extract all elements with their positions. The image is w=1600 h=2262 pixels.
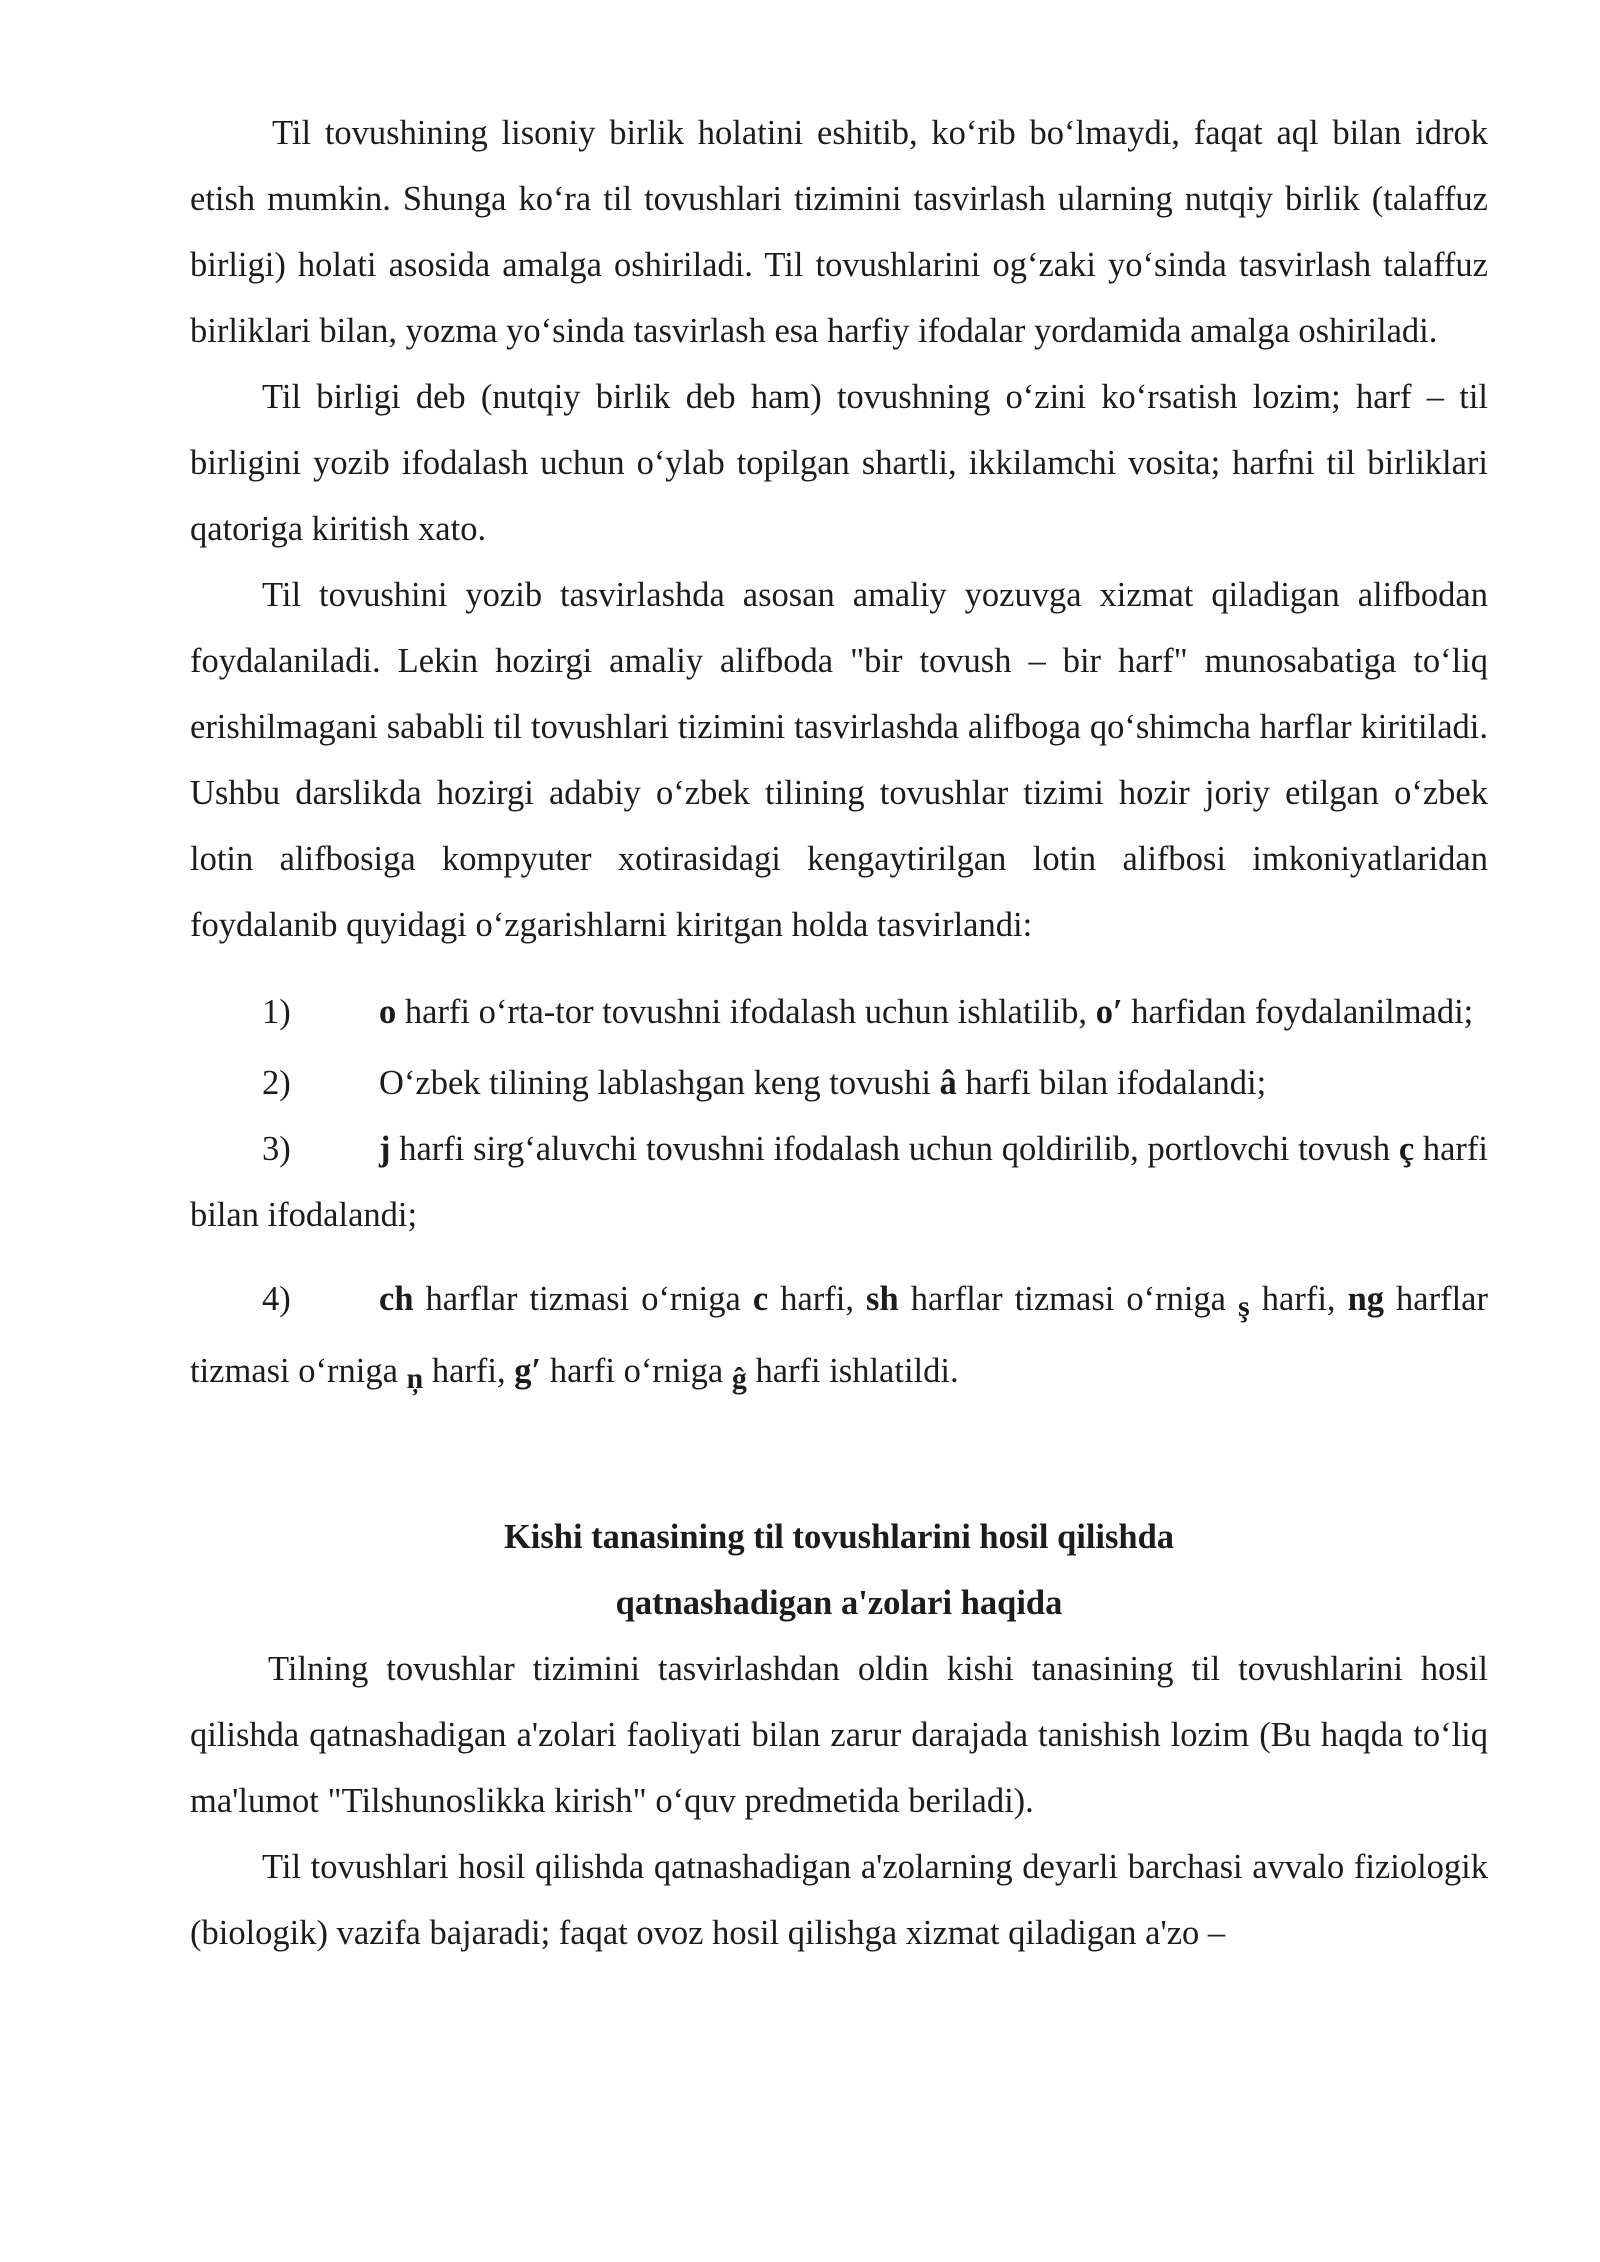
bold-letter: o [379, 993, 397, 1031]
paragraph-4: Tilning tovushlar tizimini tasvirlashdan oldin kishi tanasining til tovushlarini hosil qilishda qatnashadigan a'zolari faoliyati bilan zarur darajada tanishish lozim (Bu haqda toʻliq ma'lumot "Tilshunoslikka kirish" oʻquv predmetida beriladi). [190, 1650, 1488, 1820]
list-text: harfi bilan ifodalandi; [956, 1064, 1267, 1102]
list-number: 1) [262, 993, 291, 1031]
bold-letter: c [752, 1280, 769, 1318]
list-item-4 [190, 1264, 1488, 1408]
list-text: harfi, [423, 1352, 515, 1390]
section-heading-line-1: Kishi tanasining til tovushlarini hosil qilishda [503, 1518, 1175, 1556]
list-text: harfi sirgʻaluvchi tovushni ifodalash uchun qoldirilib, portlovchi tovush [390, 1130, 1399, 1168]
list-item-1 [190, 974, 1488, 1050]
list-text: harfi oʻrta-tor tovushni ifodalash uchun ishlatilib, [396, 993, 1096, 1031]
bold-letter: ç [1398, 1130, 1415, 1168]
paragraph-2: Til birligi deb (nutqiy birlik deb ham) tovushning oʻzini koʻrsatish lozim; harf – til birligini yozib ifodalash uchun oʻylab topilgan shartli, ikkilamchi vosita; harfni til birliklari qatoriga kiritish xato. [190, 378, 1488, 548]
bold-letter: g′ [514, 1352, 542, 1390]
list-text: Oʻzbek tilining lablashgan keng tovushi [379, 1064, 940, 1102]
list-text: harfi bilan ifodalandi; [190, 1130, 1488, 1234]
list-text: harflar tizmasi oʻrniga [413, 1280, 753, 1318]
list-number: 4) [262, 1280, 291, 1318]
list-item-2 [190, 1050, 1488, 1116]
list-number: 3) [262, 1130, 291, 1168]
bold-letter: ng [1347, 1280, 1385, 1318]
list-text: harfi, [1249, 1280, 1348, 1318]
page-content [190, 100, 1488, 1966]
bold-letter: ĝ [731, 1362, 747, 1395]
list-text: harfidan foydalanilmadi; [1122, 993, 1474, 1031]
list-text: harfi oʻrniga [541, 1352, 732, 1390]
paragraph-5: Til tovushlari hosil qilishda qatnashadigan a'zolarning deyarli barchasi avvalo fiziologik (biologik) vazifa bajaradi; faqat ovoz hosil qilishga xizmat qiladigan a'zo – [190, 1848, 1488, 1952]
paragraph-3: Til tovushini yozib tasvirlashda asosan amaliy yozuvga xizmat qiladigan alifbodan foydalaniladi. Lekin hozirgi amaliy alifboda "bir tovush – bir harf" munosabatiga toʻliq erishilmagani sababli til tovushlari tizimini tasvirlashda alifboga qoʻshimcha harflar kiritiladi. Ushbu darslikda hozirgi adabiy oʻzbek tilining tovushlar tizimi hozir joriy etilgan oʻzbek lotin alifbosiga kompyuter xotirasidagi kengaytirilgan lotin alifbosi imkoniyatlaridan foydalanib quyidagi oʻzgarishlarni kiritgan holda tasvirlandi: [190, 576, 1488, 944]
list-number: 2) [262, 1064, 291, 1102]
paragraph-1: Til tovushining lisoniy birlik holatini eshitib, koʻrib boʻlmaydi, faqat aql bilan idrok etish mumkin. Shunga koʻra til tovushlari tizimini tasvirlash ularning nutqiy birlik (talaffuz birligi) holati asosida amalga oshiriladi. Til tovushlarini ogʻzaki yoʻsinda tasvirlash talaffuz birliklari bilan, yozma yoʻsinda tasvirlash esa harfiy ifodalar yordamida amalga oshiriladi. [190, 114, 1488, 350]
bold-letter: ņ [406, 1362, 424, 1395]
list-text: harfi, [768, 1280, 867, 1318]
list-item-3 [190, 1116, 1488, 1248]
list-text: harflar tizmasi oʻrniga [898, 1280, 1239, 1318]
bold-letter: sh [866, 1280, 899, 1318]
bold-letter: â [939, 1064, 957, 1102]
list-text: harfi ishlatildi. [746, 1352, 959, 1390]
bold-letter: o′ [1095, 993, 1123, 1031]
bold-letter: ch [379, 1280, 414, 1318]
bold-letter: j [379, 1130, 391, 1168]
section-heading-line-2: qatnashadigan a'zolari haqida [615, 1584, 1063, 1622]
bold-letter: ş [1238, 1290, 1250, 1323]
list-text: harflar tizmasi oʻrniga [190, 1280, 1488, 1390]
